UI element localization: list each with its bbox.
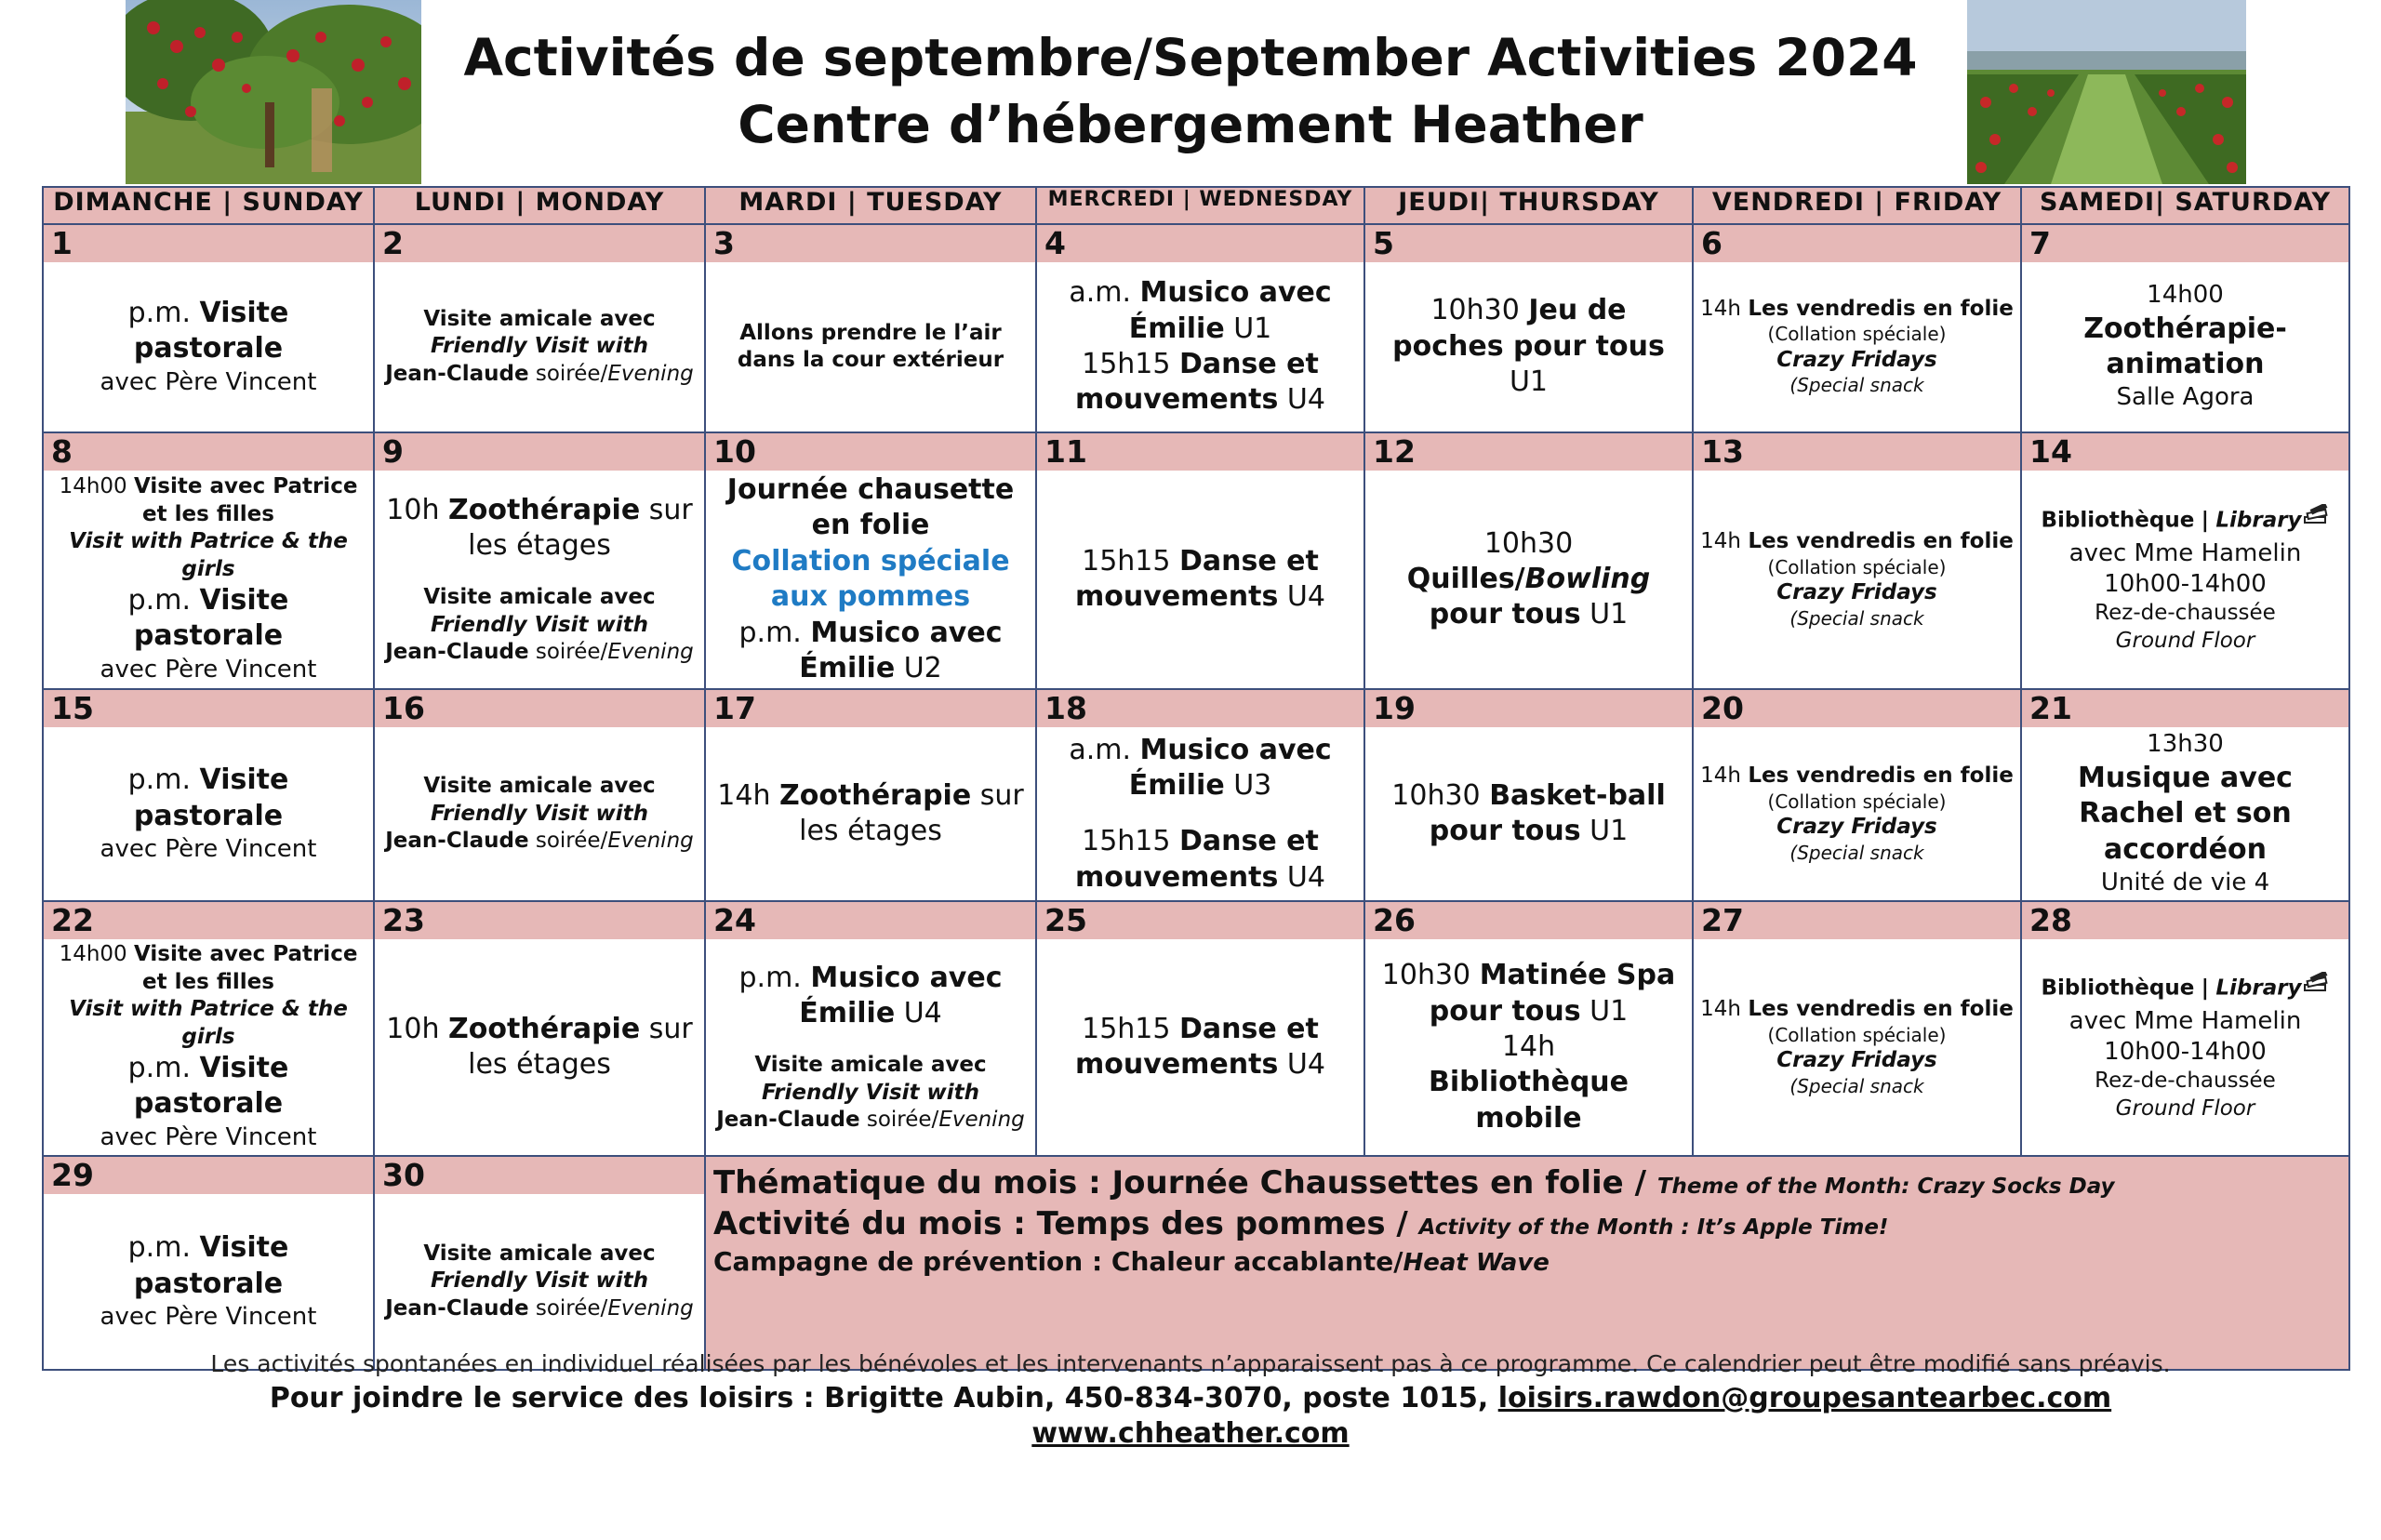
day-cell-28: 28 Bibliothèque | Library avec Mme Hamelin 10h00-14h00 Rez-de-chaussée Ground Floor	[2021, 901, 2349, 1156]
day-number: 15	[44, 690, 373, 727]
footer-contact: Pour joindre le service des loisirs : Brigitte Aubin, 450-834-3070, poste 1015, loisirs.rawdon@groupesantearbec.com	[269, 1382, 2112, 1414]
day-number: 24	[706, 902, 1035, 939]
day-number: 9	[375, 433, 704, 471]
day-number: 21	[2022, 690, 2348, 727]
day-number: 20	[1694, 690, 2020, 727]
day-number: 7	[2022, 225, 2348, 262]
books-icon	[2302, 504, 2330, 538]
day-cell-26: 26 10h30 Matinée Spa pour tous U1 14h Bibliothèque mobile	[1364, 901, 1693, 1156]
day-cell-9: 9 10h Zoothérapie sur les étages Visite amicale avec Friendly Visit with Jean-Claude soirée/Evening	[374, 432, 705, 689]
day-cell-3: 3 Allons prendre le l’air dans la cour extérieur	[705, 224, 1036, 432]
day-number: 23	[375, 902, 704, 939]
day-cell-29: 29 p.m. Visite pastorale avec Père Vincent	[43, 1156, 374, 1370]
day-number: 8	[44, 433, 373, 471]
calendar-grid	[42, 186, 2350, 1371]
page-subtitle: Centre d’hébergement Heather	[738, 95, 1643, 154]
prevention-campaign: Campagne de prévention : Chaleur accablante/Heat Wave	[713, 1245, 1550, 1277]
day-cell-24: 24 p.m. Musico avec Émilie U4 Visite amicale avec Friendly Visit with Jean-Claude soirée/Evening	[705, 901, 1036, 1156]
day-cell-14: 14 Bibliothèque | Library avec Mme Hamelin 10h00-14h00 Rez-de-chaussée Ground Floor	[2021, 432, 2349, 689]
day-cell-10: 10 Journée chausette en folie Collation spéciale aux pommes p.m. Musico avec Émilie U2	[705, 432, 1036, 689]
day-number: 5	[1365, 225, 1692, 262]
email-link[interactable]: loisirs.rawdon@groupesantearbec.com	[1497, 1382, 2112, 1414]
day-number: 14	[2022, 433, 2348, 471]
day-cell-19: 19 10h30 Basket-ball pour tous U1	[1364, 689, 1693, 901]
day-cell-23: 23 10h Zoothérapie sur les étages	[374, 901, 705, 1156]
day-cell-6: 6 14h Les vendredis en folie (Collation spéciale) Crazy Fridays (Special snack	[1693, 224, 2021, 432]
day-cell-22: 22 14h00 Visite avec Patrice et les filles Visit with Patrice & the girls p.m. Visite pastorale avec Père Vincent	[43, 901, 374, 1156]
monthly-theme-box	[705, 1156, 2349, 1370]
day-number: 16	[375, 690, 704, 727]
day-cell-17: 17 14h Zoothérapie sur les étages	[705, 689, 1036, 901]
day-number: 25	[1037, 902, 1363, 939]
day-number: 12	[1365, 433, 1692, 471]
day-number: 17	[706, 690, 1035, 727]
week-row	[43, 1156, 2349, 1370]
day-cell-18: 18 a.m. Musico avec Émilie U3 15h15 Danse et mouvements U4	[1036, 689, 1364, 901]
week-row	[43, 689, 2349, 901]
week-row	[43, 224, 2349, 432]
day-number: 19	[1365, 690, 1692, 727]
day-cell-1: 1 p.m. Visite pastorale avec Père Vincent	[43, 224, 374, 432]
theme-of-month: Thématique du mois : Journée Chaussettes en folie / Theme of the Month: Crazy Socks Day	[713, 1164, 2115, 1202]
day-header-saturday: SAMEDI| SATURDAY	[2021, 187, 2349, 224]
day-header-tuesday: MARDI | TUESDAY	[705, 187, 1036, 224]
day-cell-27: 27 14h Les vendredis en folie (Collation spéciale) Crazy Fridays (Special snack	[1693, 901, 2021, 1156]
day-number: 1	[44, 225, 373, 262]
day-cell-12: 12 10h30 Quilles/Bowling pour tous U1	[1364, 432, 1693, 689]
day-number: 28	[2022, 902, 2348, 939]
day-number: 2	[375, 225, 704, 262]
books-icon	[2302, 972, 2330, 1005]
day-cell-11: 11 15h15 Danse et mouvements U4	[1036, 432, 1364, 689]
day-cell-20: 20 14h Les vendredis en folie (Collation spéciale) Crazy Fridays (Special snack	[1693, 689, 2021, 901]
day-cell-5: 5 10h30 Jeu de poches pour tous U1	[1364, 224, 1693, 432]
day-number: 22	[44, 902, 373, 939]
day-header-sunday: DIMANCHE | SUNDAY	[43, 187, 374, 224]
day-cell-8: 8 14h00 Visite avec Patrice et les filles Visit with Patrice & the girls p.m. Visite pastorale avec Père Vincent	[43, 432, 374, 689]
day-number: 13	[1694, 433, 2020, 471]
day-cell-13: 13 14h Les vendredis en folie (Collation spéciale) Crazy Fridays (Special snack	[1693, 432, 2021, 689]
day-header-thursday: JEUDI| THURSDAY	[1364, 187, 1693, 224]
day-number: 30	[375, 1157, 704, 1194]
day-cell-7: 7 14h00 Zoothérapie-animation Salle Agora	[2021, 224, 2349, 432]
website-link[interactable]: www.chheather.com	[1031, 1417, 1350, 1450]
day-cell-16: 16 Visite amicale avec Friendly Visit with Jean-Claude soirée/Evening	[374, 689, 705, 901]
day-number: 18	[1037, 690, 1363, 727]
day-cell-4: 4 a.m. Musico avec Émilie U1 15h15 Danse et mouvements U4	[1036, 224, 1364, 432]
day-cell-25: 25 15h15 Danse et mouvements U4	[1036, 901, 1364, 1156]
activity-of-month: Activité du mois : Temps des pommes / Activity of the Month : It’s Apple Time!	[713, 1205, 1889, 1243]
week-row	[43, 432, 2349, 689]
apple-orchard-photo	[1967, 0, 2246, 184]
day-number: 3	[706, 225, 1035, 262]
footer-note: Les activités spontanées en individuel réalisées par les bénévoles et les intervenants n’apparaissent pas à ce programme. Ce calendrier peut être modifié sans préavis.	[210, 1350, 2171, 1377]
day-header-row	[43, 187, 2349, 224]
day-cell-15: 15 p.m. Visite pastorale avec Père Vincent	[43, 689, 374, 901]
day-number: 26	[1365, 902, 1692, 939]
day-cell-30: 30 Visite amicale avec Friendly Visit with Jean-Claude soirée/Evening	[374, 1156, 705, 1370]
page-title: Activités de septembre/September Activities 2024	[463, 28, 1918, 87]
day-cell-2: 2 Visite amicale avec Friendly Visit with Jean-Claude soirée/Evening	[374, 224, 705, 432]
day-header-monday: LUNDI | MONDAY	[374, 187, 705, 224]
day-number: 29	[44, 1157, 373, 1194]
day-number: 11	[1037, 433, 1363, 471]
day-number: 6	[1694, 225, 2020, 262]
day-number: 4	[1037, 225, 1363, 262]
week-row	[43, 901, 2349, 1156]
apple-tree-photo	[126, 0, 421, 184]
day-cell-21: 21 13h30 Musique avec Rachel et son accordéon Unité de vie 4	[2021, 689, 2349, 901]
day-number: 27	[1694, 902, 2020, 939]
day-header-friday: VENDREDI | FRIDAY	[1693, 187, 2021, 224]
day-header-wednesday: MERCREDI | WEDNESDAY	[1036, 187, 1364, 224]
day-number: 10	[706, 433, 1035, 471]
